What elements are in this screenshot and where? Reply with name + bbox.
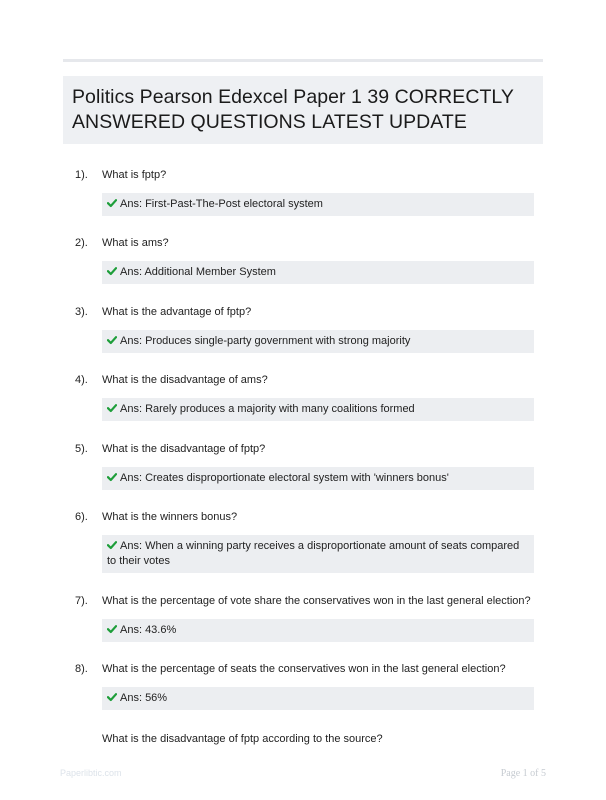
answer-text: Ans: When a winning party receives a disproportionate amount of seats compared to their votes — [107, 540, 520, 567]
answer-box — [102, 261, 534, 284]
answer-box — [102, 193, 534, 216]
answer-text: Ans: Creates disproportionate electoral system with 'winners bonus' — [120, 472, 449, 484]
check-icon — [107, 540, 117, 550]
question-number: 2). — [75, 237, 88, 249]
check-icon — [107, 198, 117, 208]
question-number: 6). — [75, 511, 88, 523]
answer-text: Ans: Produces single-party government with strong majority — [120, 335, 411, 347]
check-icon — [107, 403, 117, 413]
question-text: What is the advantage of fptp? — [102, 306, 252, 318]
answer-text: Ans: Rarely produces a majority with many coalitions formed — [120, 403, 415, 415]
question-number: 3). — [75, 306, 88, 318]
check-icon — [107, 335, 117, 345]
question-number: 5). — [75, 443, 88, 455]
check-icon — [107, 624, 117, 634]
answer-text: Ans: First-Past-The-Post electoral system — [120, 198, 323, 210]
question-text: What is fptp? — [102, 169, 167, 181]
answer-box — [102, 619, 534, 642]
check-icon — [107, 266, 117, 276]
answer-text: Ans: 56% — [120, 692, 168, 704]
question-number: 4). — [75, 374, 88, 386]
question-text: What is the percentage of vote share the conservatives won in the last general election? — [102, 595, 531, 607]
question-text: What is ams? — [102, 237, 169, 249]
title-banner — [63, 76, 543, 144]
answer-box — [102, 467, 534, 490]
question-text: What is the disadvantage of fptp according to the source? — [102, 733, 383, 745]
page-title: Politics Pearson Edexcel Paper 1 39 CORRECTLY ANSWERED QUESTIONS LATEST UPDATE — [72, 86, 514, 133]
question-number: 7). — [75, 595, 88, 607]
question-text: What is the percentage of seats the conservatives won in the last general election? — [102, 663, 506, 675]
question-number: 1). — [75, 169, 88, 181]
question-text: What is the disadvantage of fptp? — [102, 443, 266, 455]
check-icon — [107, 692, 117, 702]
check-icon — [107, 472, 117, 482]
answer-text: Ans: 43.6% — [120, 624, 177, 636]
question-text: What is the winners bonus? — [102, 511, 238, 523]
question-text: What is the disadvantage of ams? — [102, 374, 268, 386]
top-divider — [63, 59, 543, 62]
answer-box — [102, 535, 534, 573]
page-indicator: Page 1 of 5 — [500, 768, 546, 779]
question-number: 8). — [75, 663, 88, 675]
answer-box — [102, 398, 534, 421]
answer-text: Ans: Additional Member System — [120, 266, 276, 278]
footer-watermark: Paperlibtic.com — [60, 768, 122, 778]
answer-box — [102, 330, 534, 353]
answer-box — [102, 687, 534, 710]
